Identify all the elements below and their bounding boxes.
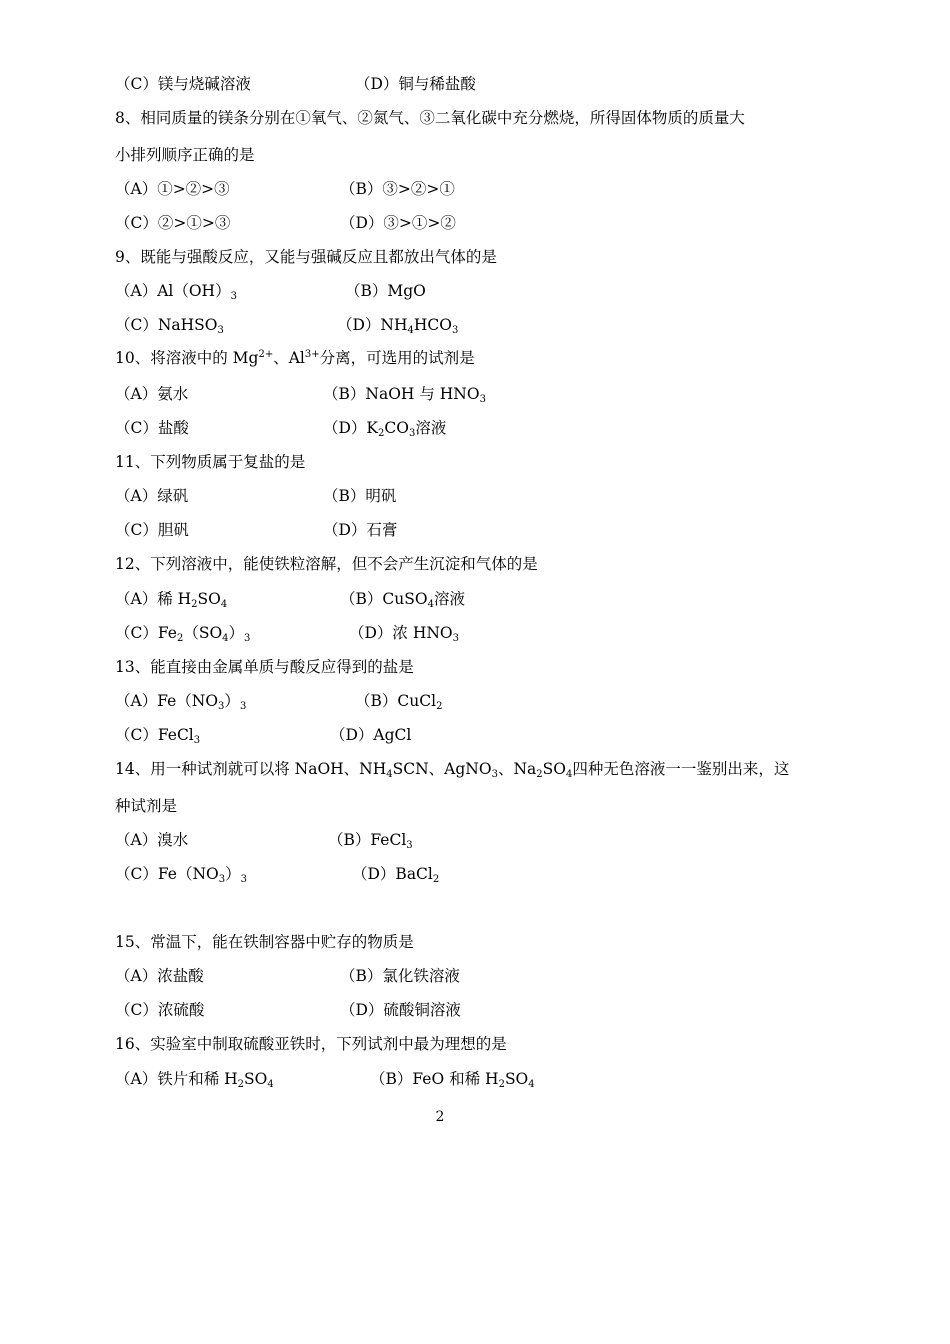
q14-stem-line-2: 种试剂是 [115,797,178,815]
q14-stem-sub-4: 4 [565,769,573,780]
q10-option-d-text: （D）K [323,419,379,437]
q11-option-b: （B）明矾 [323,487,397,505]
q14-option-d [352,864,439,884]
q16-option-b-sub-1: 2 [498,1079,505,1090]
q14-stem-sub-1: 4 [386,769,393,780]
q14-option-c-text: （C）Fe（NO [115,865,219,883]
q15-option-c: （C）浓硫酸 [115,1001,205,1019]
q12-option-c [115,623,250,643]
q16-option-a-sub-2: 4 [267,1079,274,1090]
q14-stem-text-3: 、Na [497,760,537,778]
q9-stem: 9、既能与强酸反应，又能与强碱反应且都放出气体的是 [115,248,497,266]
q8-option-c: （C）②>①>③ [115,214,231,232]
q14-option-d-text: （D）BaCl [352,865,433,883]
q15-option-d: （D）硫酸铜溶液 [340,1001,461,1019]
q10-option-c: （C）盐酸 [115,419,189,437]
q9-option-d-text-2: HCO [413,316,452,334]
q10-option-d-sub-1: 2 [378,428,385,439]
q14-stem-text-2: SCN、AgNO [392,760,492,778]
q11-option-d: （D）石膏 [323,521,398,539]
q14-option-b [328,830,413,850]
q13-option-a [115,691,246,711]
q16-option-b [370,1069,535,1089]
q12-stem: 12、下列溶液中，能使铁粒溶解，但不会产生沉淀和气体的是 [115,555,538,573]
q7-option-c: （C）镁与烧碱溶液 [115,75,251,93]
q10-stem-text-2: 、Al [273,349,305,367]
q10-stem-sup-2: 3+ [304,349,320,360]
q12-option-c-sub-3: 3 [244,633,251,644]
q9-option-b: （B）MgO [345,282,426,300]
q11-option-c: （C）胆矾 [115,521,189,539]
q14-stem-line-1 [115,759,789,779]
q12-option-c-text: （C）Fe [115,624,177,642]
q13-option-b-sub: 2 [436,701,443,712]
q16-stem: 16、实验室中制取硫酸亚铁时，下列试剂中最为理想的是 [115,1035,507,1053]
q12-option-d [349,623,459,643]
q14-stem-sub-3: 2 [536,769,543,780]
q13-option-c-sub: 3 [193,735,201,746]
q9-option-d-sub-2: 3 [451,325,459,336]
q11-stem: 11、下列物质属于复盐的是 [115,453,306,471]
q12-option-a-text-2: SO [197,590,221,608]
q10-option-d-text-3: 溶液 [415,419,447,437]
q9-option-d [337,315,458,335]
q9-option-d-sub-1: 4 [407,325,414,336]
q13-option-d: （D）AgCl [330,726,412,744]
q15-option-b: （B）氯化铁溶液 [340,967,460,985]
q12-option-b-sub: 4 [427,599,434,610]
q12-option-b-text: （B）CuSO [340,590,428,608]
q8-stem-line-2: 小排列顺序正确的是 [115,146,255,164]
q13-option-b [355,691,442,711]
q12-option-d-sub: 3 [452,633,460,644]
q12-option-a-text: （A）稀 H [115,590,192,608]
q12-option-b [340,589,465,609]
q10-stem [115,348,475,368]
q11-option-a: （A）绿矾 [115,487,189,505]
q10-option-b-text: （B）NaOH 与 HNO [323,385,480,403]
q8-option-b: （B）③>②>① [340,180,455,198]
q16-option-a [115,1069,274,1089]
q9-option-d-text: （D）NH [337,316,408,334]
q14-option-b-sub: 3 [406,840,413,851]
q12-option-c-text-2: （SO [183,624,223,642]
q12-option-b-text-2: 溶液 [433,590,465,608]
q9-option-a-text: （A）Al（OH） [115,282,231,300]
q16-option-b-text: （B）FeO 和稀 H [370,1070,499,1088]
q8-option-d: （D）③>①>② [340,214,456,232]
q13-option-a-text-2: ） [224,692,240,710]
q10-option-b [323,384,486,404]
q12-option-a-sub-2: 4 [220,599,228,610]
q14-option-b-text: （B）FeCl [328,831,407,849]
q14-stem-text-5: 四种无色溶液一一鉴别出来，这 [572,760,790,778]
q14-option-c-text-2: ） [225,865,241,883]
q13-option-c-text: （C）FeCl [115,726,194,744]
q10-option-d [323,418,446,438]
q9-option-c [115,315,224,335]
q10-option-b-sub: 3 [479,394,486,405]
q16-option-b-sub-2: 4 [528,1079,535,1090]
q13-option-b-text: （B）CuCl [355,692,437,710]
q9-option-a-sub: 3 [230,291,237,302]
q12-option-c-text-3: ） [228,624,245,642]
q13-option-a-sub-1: 3 [218,701,225,712]
q14-option-c [115,864,247,884]
q12-option-c-sub-2: 4 [222,633,229,644]
q14-stem-sub-2: 3 [491,769,498,780]
q12-option-c-sub-1: 2 [176,633,184,644]
q12-option-d-text: （D）浓 HNO [349,624,453,642]
q10-stem-sup-1: 2+ [258,349,274,360]
q14-option-c-sub-2: 3 [240,874,247,885]
q13-option-a-text: （A）Fe（NO [115,692,219,710]
q10-option-d-sub-2: 3 [408,428,416,439]
q14-option-c-sub-1: 3 [218,874,226,885]
q8-stem-line-1: 8、相同质量的镁条分别在①氧气、②氮气、③二氧化碳中充分燃烧，所得固体物质的质量大 [115,109,745,127]
q16-option-a-text: （A）铁片和稀 H [115,1070,238,1088]
q14-option-d-sub: 2 [432,874,440,885]
q9-option-a [115,281,237,301]
page-number: 2 [435,1109,445,1125]
q8-option-a: （A）①>②>③ [115,180,230,198]
q7-option-d: （D）铜与稀盐酸 [355,75,476,93]
q15-option-a: （A）浓盐酸 [115,967,204,985]
q14-stem-text-4: SO [542,760,566,778]
q9-option-c-sub: 3 [217,325,224,336]
q15-stem: 15、常温下，能在铁制容器中贮存的物质是 [115,933,414,951]
q12-option-a [115,589,227,609]
q10-stem-text-3: 分离，可选用的试剂是 [319,349,475,367]
q13-option-c [115,725,200,745]
q16-option-b-text-2: SO [504,1070,529,1088]
q10-option-a: （A）氨水 [115,385,189,403]
q9-option-c-text: （C）NaHSO [115,316,218,334]
q10-option-d-text-2: CO [384,419,409,437]
q16-option-a-sub-1: 2 [237,1079,245,1090]
q16-option-a-text-2: SO [244,1070,268,1088]
q13-option-a-sub-2: 3 [239,701,247,712]
q13-stem: 13、能直接由金属单质与酸反应得到的盐是 [115,658,414,676]
q10-stem-text-1: 10、将溶液中的 Mg [115,349,259,367]
q12-option-a-sub-1: 2 [191,599,198,610]
q14-option-a: （A）溴水 [115,831,189,849]
q14-stem-text-1: 14、用一种试剂就可以将 NaOH、NH [115,760,387,778]
